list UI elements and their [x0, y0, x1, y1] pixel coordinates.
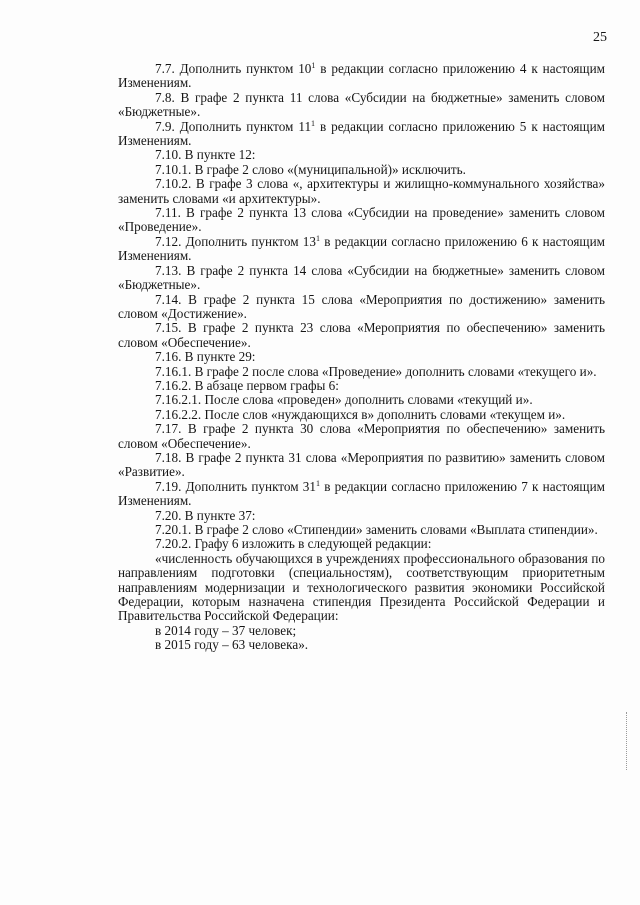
- paragraph-text: 7.16.2.1. После слова «проведен» дополнить словами «текущий и».: [155, 392, 533, 408]
- paragraph-text: 7.10. В пункте 12:: [155, 147, 256, 163]
- paragraph-text: 7.10.1. В графе 2 слово «(муниципальной)» исключить.: [155, 161, 466, 177]
- paragraph-text: 7.20.1. В графе 2 слово «Стипендии» заменить словами «Выплата стипендии».: [155, 522, 598, 537]
- paragraph: [118, 638, 605, 652]
- paragraph-text: 7.16. В пункте 29:: [155, 349, 256, 365]
- paragraph: [118, 321, 605, 350]
- paragraph: [118, 480, 605, 509]
- paragraph-text: 7.14. В графе 2 пункта 15 слова «Мероприятия по достижению» заменить словом «Достижение».: [118, 291, 605, 321]
- paragraph-text: в 2015 году – 63 человека».: [155, 637, 309, 653]
- paragraph: [118, 537, 605, 551]
- paragraph: [118, 235, 605, 264]
- paragraph: [118, 379, 605, 393]
- paragraph-text: 7.11. В графе 2 пункта 13 слова «Субсидии на проведение» заменить словом «Проведение».: [118, 205, 605, 235]
- paragraph: [118, 365, 605, 379]
- paragraph: [118, 509, 605, 523]
- page-number: 25: [593, 30, 607, 45]
- superscript-index: 1: [316, 478, 320, 488]
- paragraph-text: 7.18. В графе 2 пункта 31 слова «Мероприятия по развитию» заменить словом «Развитие».: [118, 449, 605, 480]
- paragraph: [118, 393, 605, 407]
- paragraph: [118, 293, 605, 322]
- paragraph-text: 7.7. Дополнить пунктом 10: [155, 61, 312, 76]
- paragraph-text: 7.19. Дополнить пунктом 31: [155, 478, 316, 494]
- paragraph: [118, 62, 605, 91]
- paragraph-text: 7.20.2. Графу 6 изложить в следующей редакции:: [155, 536, 432, 552]
- paragraph-text: 7.16.1. В графе 2 после слова «Проведение» дополнить словами «текущего и».: [155, 363, 597, 379]
- paragraph: [118, 422, 605, 451]
- paragraph: [118, 91, 605, 120]
- paragraph-text: 7.8. В графе 2 пункта 11 слова «Субсидии на бюджетные» заменить словом «Бюджетные».: [118, 89, 605, 120]
- paragraph: [118, 523, 605, 537]
- paragraph-text: 7.20. В пункте 37:: [155, 507, 256, 523]
- paragraph: [118, 408, 605, 422]
- document-body: [118, 62, 605, 653]
- paragraph-text-continued: в редакции согласно приложению 6 к настоящим Изменениям.: [118, 233, 605, 264]
- paragraph: [118, 624, 605, 638]
- paragraph-text-continued: в редакции согласно приложению 7 к настоящим Изменениям.: [118, 478, 605, 509]
- superscript-index: 1: [311, 61, 316, 70]
- paragraph-text: 7.9. Дополнить пунктом 11: [155, 118, 312, 134]
- paragraph: [118, 264, 605, 293]
- paragraph-text: 7.17. В графе 2 пункта 30 слова «Мероприятия по обеспечению» заменить словом «Обеспечение».: [118, 421, 605, 451]
- paragraph-text: 7.13. В графе 2 пункта 14 слова «Субсидии на бюджетные» заменить словом «Бюджетные».: [118, 262, 605, 293]
- paragraph: [118, 206, 605, 235]
- paragraph-text-continued: в редакции согласно приложению 5 к настоящим Изменениям.: [118, 118, 605, 149]
- paragraph-text: 7.16.2. В абзаце первом графы 6:: [155, 377, 339, 393]
- paragraph-text: 7.10.2. В графе 3 слова «, архитектуры и жилищно-коммунального хозяйства» заменить словами «и архитектуры».: [118, 176, 605, 206]
- superscript-index: 1: [311, 118, 316, 128]
- paragraph: [118, 163, 605, 177]
- paragraph: [118, 552, 605, 624]
- paragraph-text: 7.16.2.2. После слов «нуждающихся в» дополнить словами «текущем и».: [155, 406, 566, 422]
- paragraph: [118, 120, 605, 149]
- scan-edge-marks: [626, 712, 629, 770]
- paragraph: [118, 177, 605, 206]
- paragraph-text: 7.12. Дополнить пунктом 13: [155, 233, 316, 249]
- paragraph: [118, 451, 605, 480]
- paragraph: [118, 350, 605, 364]
- superscript-index: 1: [316, 233, 320, 243]
- paragraph-text: в 2014 году – 37 человек;: [155, 622, 297, 638]
- paragraph: [118, 148, 605, 162]
- paragraph-text: «численность обучающихся в учреждениях профессионального образования по направлениям подготовки (специальностям), соответствующим приоритетным направлениям модернизации и технологического развития экономики Российской Федерации, которым назначена стипендия Президента Российской Федерации и Правительства Российской Федерации:: [118, 550, 605, 624]
- paragraph-text-continued: в редакции согласно приложению 4 к настоящим Изменениям.: [118, 61, 605, 91]
- paragraph-text: 7.15. В графе 2 пункта 23 слова «Мероприятия по обеспечению» заменить словом «Обеспечение».: [118, 320, 605, 350]
